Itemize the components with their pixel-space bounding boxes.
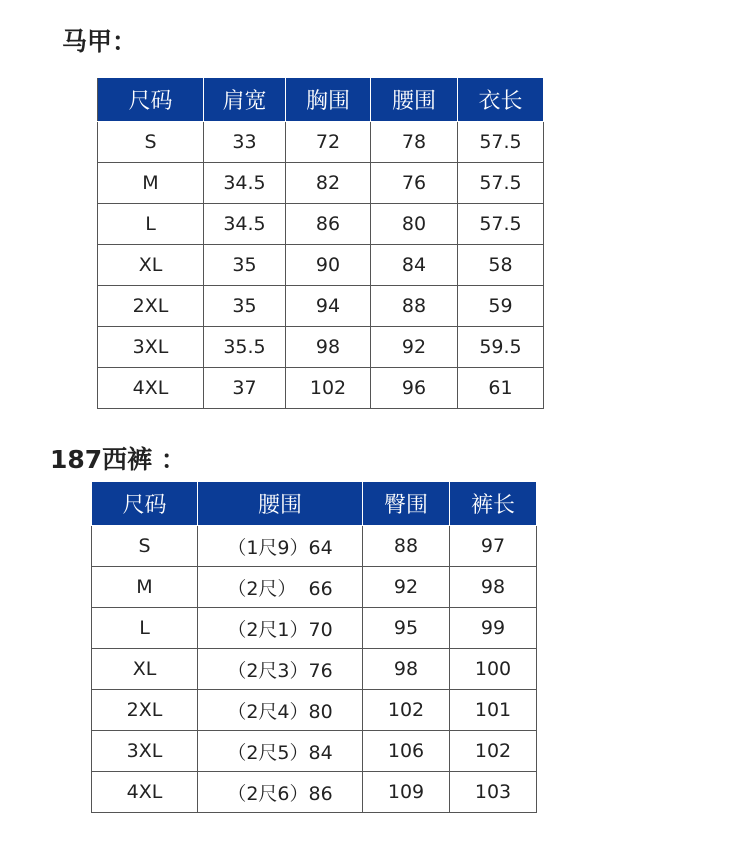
- table-row: [98, 368, 544, 409]
- cell-chest: 94: [286, 286, 371, 327]
- cell-size: 2XL: [92, 690, 198, 731]
- cell-waist: 88: [371, 286, 458, 327]
- table-row: [92, 526, 537, 567]
- header-pants-length: 裤长: [450, 482, 537, 526]
- cell-hip: 92: [363, 567, 450, 608]
- cell-size: L: [98, 204, 204, 245]
- cell-length: 61: [458, 368, 544, 409]
- header-size: 尺码: [98, 78, 204, 122]
- cell-waist: 76: [371, 163, 458, 204]
- cell-waist: 84: [371, 245, 458, 286]
- vest-header-row: [98, 78, 544, 122]
- cell-pants-length: 98: [450, 567, 537, 608]
- cell-waist: （2尺4）80: [198, 690, 363, 731]
- table-row: [92, 649, 537, 690]
- cell-waist: （2尺1）70: [198, 608, 363, 649]
- cell-hip: 102: [363, 690, 450, 731]
- header-size: 尺码: [92, 482, 198, 526]
- cell-size: 3XL: [92, 731, 198, 772]
- header-hip: 臀围: [363, 482, 450, 526]
- cell-pants-length: 97: [450, 526, 537, 567]
- header-length: 衣长: [458, 78, 544, 122]
- cell-shoulder: 37: [204, 368, 286, 409]
- cell-length: 57.5: [458, 163, 544, 204]
- vest-size-table: [97, 77, 544, 409]
- cell-length: 58: [458, 245, 544, 286]
- cell-pants-length: 99: [450, 608, 537, 649]
- cell-size: M: [98, 163, 204, 204]
- pants-header-row: [92, 482, 537, 526]
- table-row: [98, 122, 544, 163]
- cell-size: M: [92, 567, 198, 608]
- pants-size-table: [91, 481, 537, 813]
- cell-shoulder: 35.5: [204, 327, 286, 368]
- cell-waist: 80: [371, 204, 458, 245]
- cell-waist: （2尺5）84: [198, 731, 363, 772]
- header-waist: 腰围: [371, 78, 458, 122]
- cell-hip: 109: [363, 772, 450, 813]
- cell-chest: 90: [286, 245, 371, 286]
- cell-hip: 106: [363, 731, 450, 772]
- table-row: [92, 731, 537, 772]
- cell-shoulder: 33: [204, 122, 286, 163]
- cell-length: 57.5: [458, 122, 544, 163]
- cell-size: 2XL: [98, 286, 204, 327]
- table-row: [98, 245, 544, 286]
- cell-length: 59: [458, 286, 544, 327]
- cell-size: 4XL: [98, 368, 204, 409]
- table-row: [98, 286, 544, 327]
- cell-hip: 95: [363, 608, 450, 649]
- table-row: [92, 772, 537, 813]
- cell-size: S: [92, 526, 198, 567]
- cell-waist: 78: [371, 122, 458, 163]
- cell-waist: （2尺6）86: [198, 772, 363, 813]
- cell-length: 59.5: [458, 327, 544, 368]
- cell-shoulder: 34.5: [204, 163, 286, 204]
- table-row: [92, 608, 537, 649]
- header-shoulder: 肩宽: [204, 78, 286, 122]
- cell-chest: 86: [286, 204, 371, 245]
- header-chest: 胸围: [286, 78, 371, 122]
- cell-size: 4XL: [92, 772, 198, 813]
- cell-waist: （1尺9）64: [198, 526, 363, 567]
- cell-hip: 98: [363, 649, 450, 690]
- cell-chest: 82: [286, 163, 371, 204]
- cell-chest: 72: [286, 122, 371, 163]
- cell-size: XL: [92, 649, 198, 690]
- table-row: [92, 567, 537, 608]
- cell-waist: （2尺） 66: [198, 567, 363, 608]
- vest-title: 马甲：: [62, 27, 138, 56]
- cell-chest: 98: [286, 327, 371, 368]
- cell-size: 3XL: [98, 327, 204, 368]
- cell-pants-length: 101: [450, 690, 537, 731]
- table-row: [98, 327, 544, 368]
- table-row: [92, 690, 537, 731]
- cell-size: L: [92, 608, 198, 649]
- table-row: [98, 204, 544, 245]
- table-row: [98, 163, 544, 204]
- cell-pants-length: 103: [450, 772, 537, 813]
- cell-waist: 96: [371, 368, 458, 409]
- cell-waist: （2尺3）76: [198, 649, 363, 690]
- cell-waist: 92: [371, 327, 458, 368]
- cell-size: S: [98, 122, 204, 163]
- pants-title: 187西裤 ：: [50, 445, 186, 474]
- cell-size: XL: [98, 245, 204, 286]
- header-waist: 腰围: [198, 482, 363, 526]
- cell-length: 57.5: [458, 204, 544, 245]
- cell-shoulder: 34.5: [204, 204, 286, 245]
- cell-shoulder: 35: [204, 286, 286, 327]
- cell-pants-length: 102: [450, 731, 537, 772]
- cell-hip: 88: [363, 526, 450, 567]
- cell-chest: 102: [286, 368, 371, 409]
- cell-shoulder: 35: [204, 245, 286, 286]
- cell-pants-length: 100: [450, 649, 537, 690]
